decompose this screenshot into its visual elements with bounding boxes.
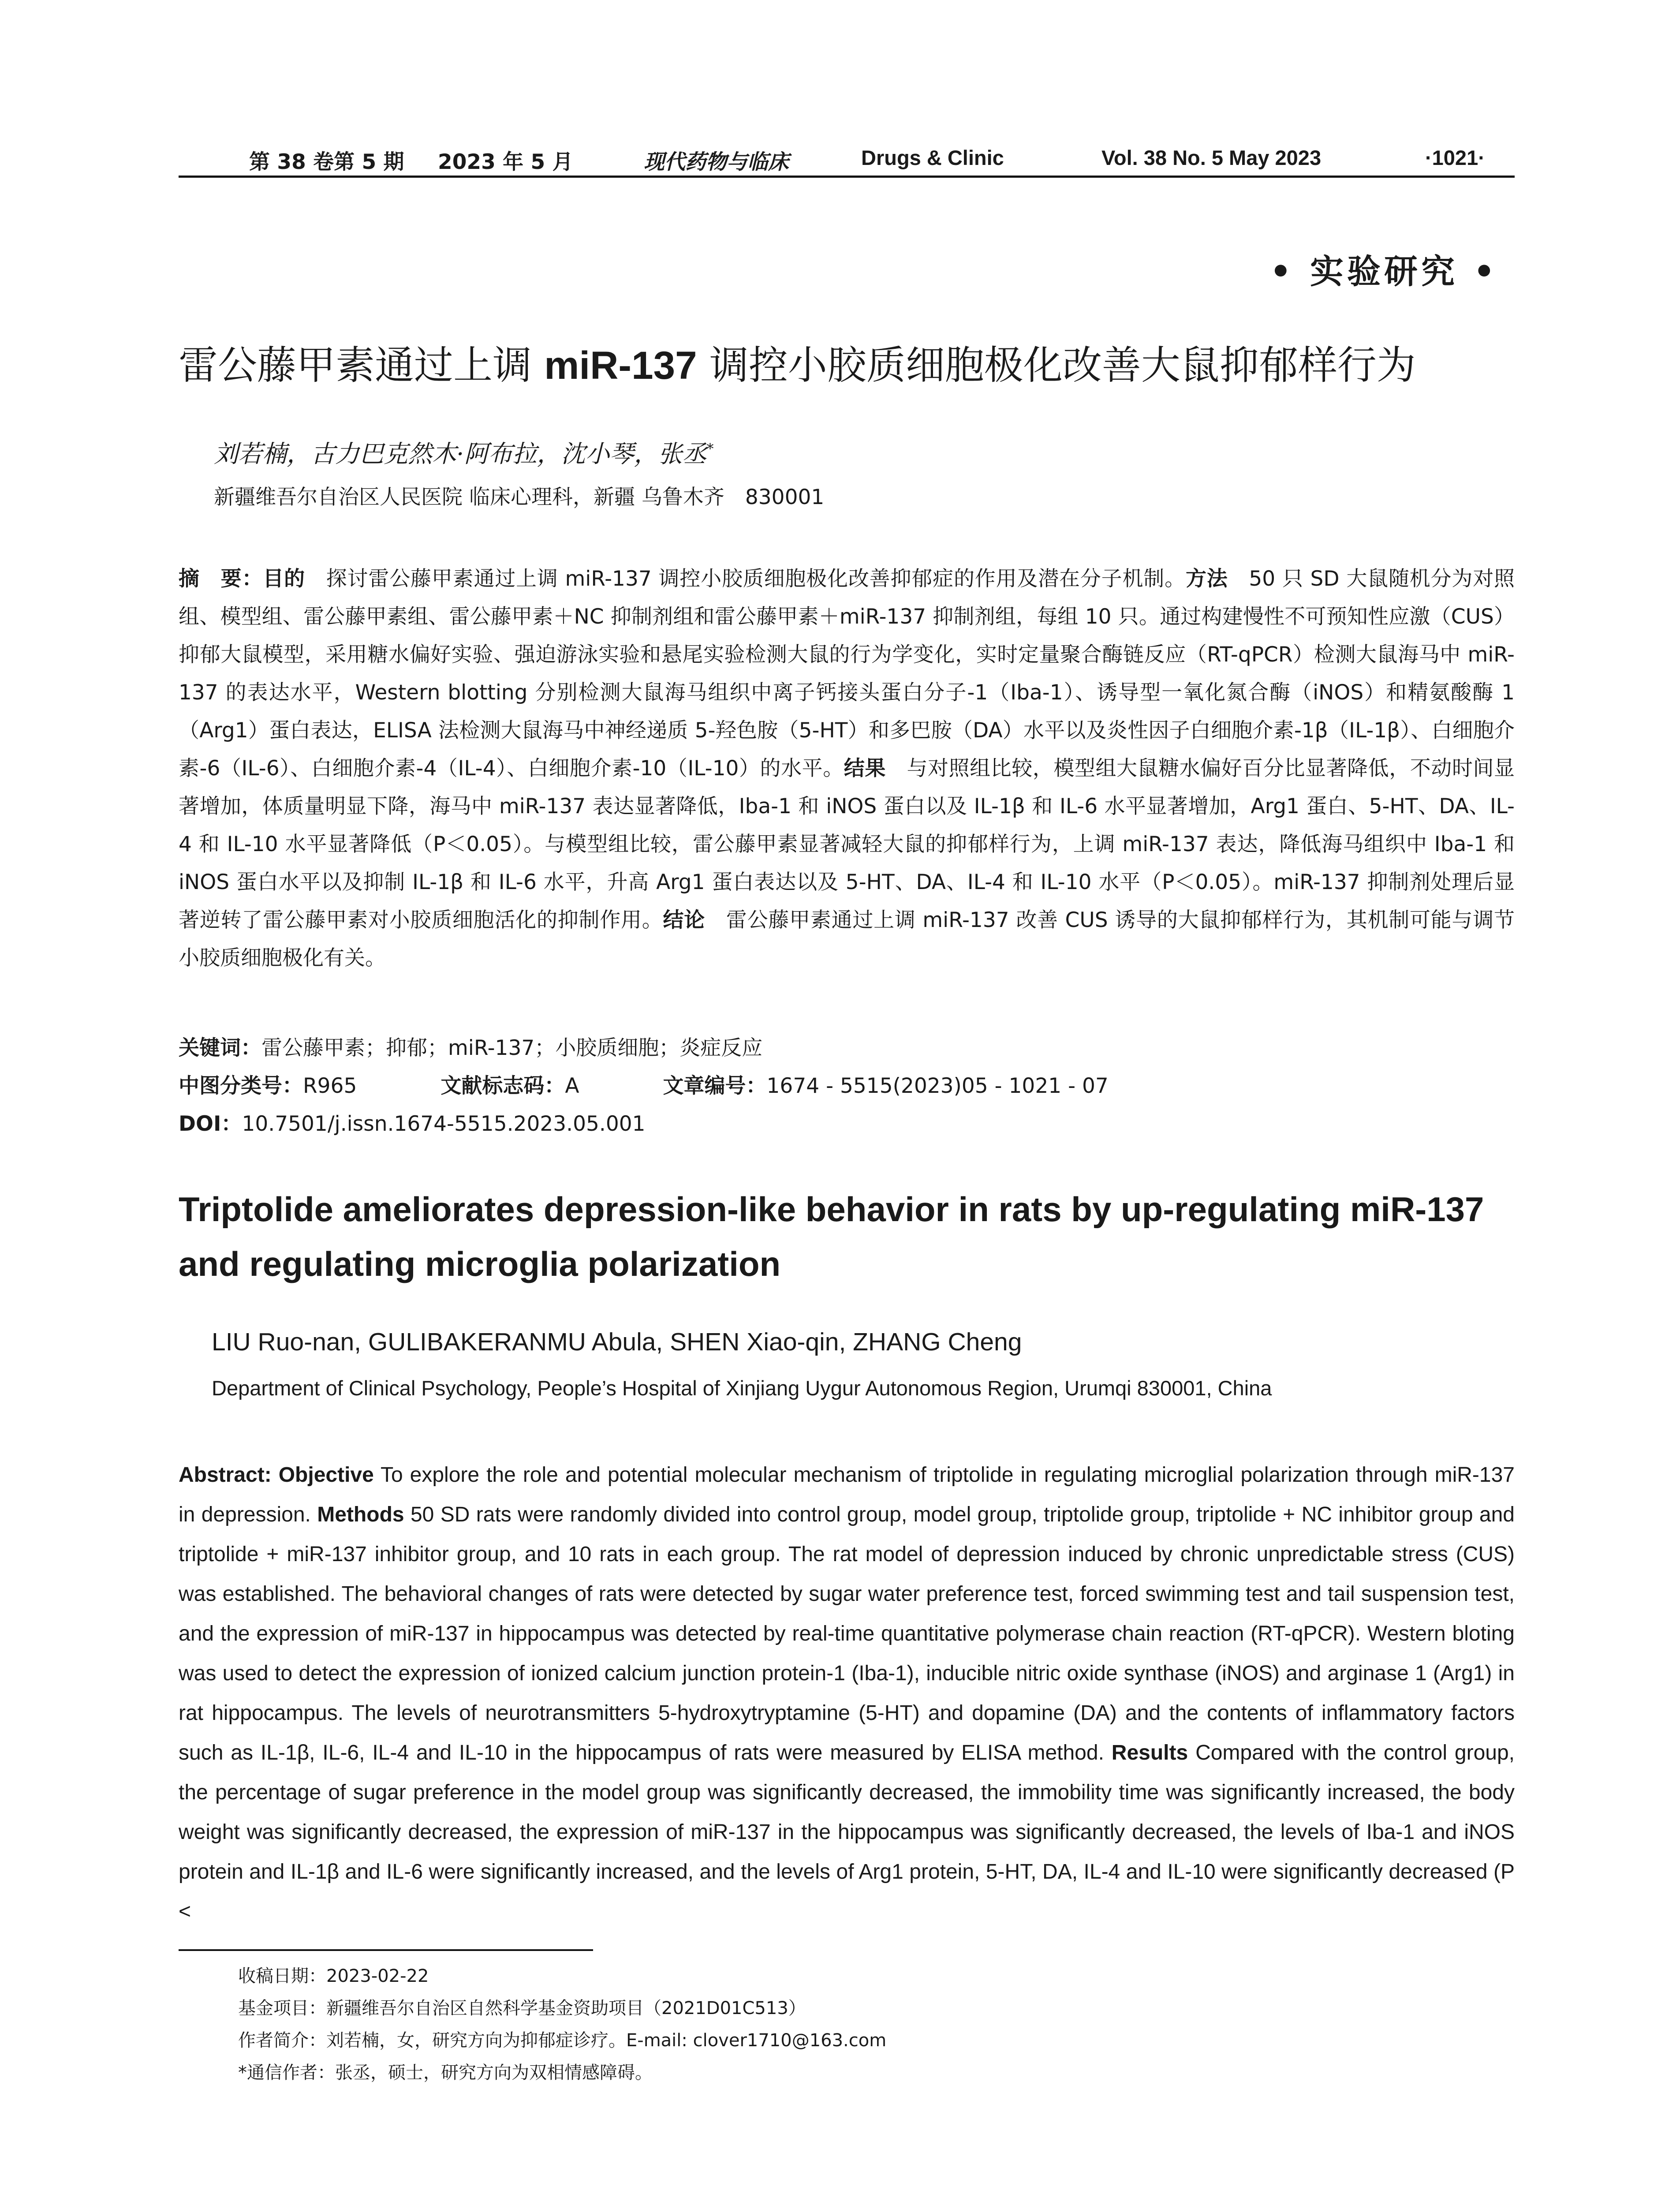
english-authors: LIU Ruo-nan, GULIBAKERANMU Abula, SHEN Xiao-qin, ZHANG Cheng <box>212 1328 1022 1356</box>
en-results-text: Compared with the control group, the percentage of sugar preference in the model group was significantly decreased, the immobility time was significantly increased, the body weight was significantly decreased, the expression of miR-137 in the hippocampus was significantly decreased, the levels of Iba-1 and iNOS protein and IL-1β and IL-6 were significantly increased, and the levels of Arg1 protein, 5-HT, DA, IL-4 and IL-10 were significantly decreased (P < <box>179 1741 1515 1923</box>
clc-label: 中图分类号： <box>179 1074 303 1098</box>
methods-label: 方法 <box>1185 567 1228 591</box>
conclusion-label: 结论 <box>663 908 706 932</box>
document-code-value: A <box>565 1074 579 1098</box>
date-cn: 2023 年 5 月 <box>438 150 573 174</box>
doi-value: 10.7501/j.issn.1674-5515.2023.05.001 <box>242 1112 646 1136</box>
corresponding-mark: * <box>706 440 714 457</box>
english-abstract <box>179 1455 1515 1932</box>
clc-value: R965 <box>303 1074 357 1098</box>
objective-label: 目的 <box>263 567 305 591</box>
classification-line <box>179 1067 1515 1105</box>
article-number-label: 文章编号： <box>663 1074 767 1098</box>
english-title: Triptolide ameliorates depression-like behavior in rats by up-regulating miR-137 and regulating microglia polarization <box>179 1190 1484 1283</box>
article-number-value: 1674 - 5515(2023)05 - 1021 - 07 <box>766 1074 1109 1098</box>
methods-text: 50 只 SD 大鼠随机分为对照组、模型组、雷公藤甲素组、雷公藤甲素＋NC 抑制剂组和雷公藤甲素＋miR-137 抑制剂组，每组 10 只。通过构建慢性不可预知性应激（CUS）抑郁大鼠模型，采用糖水偏好实验、强迫游泳实验和悬尾实验检测大鼠的行为学变化，实时定量聚合酶链反应（RT-qPCR）检测大鼠海马中 miR-137 的表达水平，Western blotting 分别检测大鼠海马组织中离子钙接头蛋白分子-1（Iba-1）、诱导型一氧化氮合酶（iNOS）和精氨酸酶 1（Arg1）蛋白表达，ELISA 法检测大鼠海马中神经递质 5-羟色胺（5-HT）和多巴胺（DA）水平以及炎性因子白细胞介素-1β（IL-1β）、白细胞介素-6（IL-6）、白细胞介素-4（IL-4）、白细胞介素-10（IL-10）的水平。 <box>179 567 1515 781</box>
en-objective-text: To explore the role and potential molecular mechanism of triptolide in regulating microglial polarization through miR-137 in depression. <box>179 1463 1515 1526</box>
funding: 基金项目：新疆维吾尔自治区自然科学基金资助项目（2021D01C513） <box>238 1998 806 2018</box>
section-label: • 实验研究 • <box>1270 252 1499 291</box>
conclusion-text: 雷公藤甲素通过上调 miR-137 改善 CUS 诱导的大鼠抑郁样行为，其机制可能与调节小胶质细胞极化有关。 <box>179 908 1515 970</box>
footnotes <box>238 1960 886 2089</box>
doi-line <box>179 1105 1515 1143</box>
footnote-divider <box>179 1949 593 1951</box>
doi-label: DOI： <box>179 1112 242 1136</box>
results-text: 与对照组比较，模型组大鼠糖水偏好百分比显著降低，不动时间显著增加，体质量明显下降，海马中 miR-137 表达显著降低，Iba-1 和 iNOS 蛋白以及 IL-1β 和 IL-6 水平显著增加，Arg1 蛋白、5-HT、DA、IL-4 和 IL-10 水平显著降低（P＜0.05）。与模型组比较，雷公藤甲素显著减轻大鼠的抑郁样行为，上调 miR-137 表达，降低海马组织中 Iba-1 和 iNOS 蛋白水平以及抑制 IL-1β 和 IL-6 水平，升高 Arg1 蛋白表达以及 5-HT、DA、IL-4 和 IL-10 水平（P＜0.05）。miR-137 抑制剂处理后显著逆转了雷公藤甲素对小胶质细胞活化的抑制作用。 <box>179 756 1515 932</box>
author-bio: 作者简介：刘若楠，女，研究方向为抑郁症诊疗。E-mail: clover1710@163.com <box>238 2030 887 2051</box>
chinese-title-part: 调控小胶质细胞极化改善大鼠抑郁样行为 <box>697 342 1416 388</box>
journal-name-cn: 现代药物与临床 <box>644 150 789 174</box>
running-header <box>179 139 1515 178</box>
en-methods-label: Methods <box>317 1503 404 1526</box>
document-code-label: 文献标志码： <box>441 1074 565 1098</box>
en-abstract-label: Abstract: <box>179 1463 272 1487</box>
chinese-affiliation: 新疆维吾尔自治区人民医院 临床心理科，新疆 乌鲁木齐 830001 <box>214 485 825 509</box>
en-methods-text: 50 SD rats were randomly divided into control group, model group, triptolide group, triptolide + NC inhibitor group and triptolide + miR-137 inhibitor group, and 10 rats in each group. The rat model of depression induced by chronic unpredictable stress (CUS) was established. The behavioral changes of rats were detected by sugar water preference test, forced swimming test and tail suspension test, and the expression of miR-137 in hippocampus was detected by real-time quantitative polymerase chain reaction (RT-qPCR). Western bloting was used to detect the expression of ionized calcium junction protein-1 (Iba-1), inducible nitric oxide synthase (iNOS) and arginase 1 (Arg1) in rat hippocampus. The levels of neurotransmitters 5-hydroxytryptamine (5-HT) and dopamine (DA) and the contents of inflammatory factors such as IL-1β, IL-6, IL-4 and IL-10 in the hippocampus of rats were measured by ELISA method. <box>179 1503 1515 1764</box>
page-number: ·1021· <box>1425 146 1485 169</box>
chinese-author-list: 刘若楠，古力巴克然木·阿布拉，沈小琴，张丞 <box>214 440 707 468</box>
en-objective-label: Objective <box>278 1463 374 1487</box>
chinese-title-mirna: miR-137 <box>544 343 697 387</box>
keywords-text: 雷公藤甲素；抑郁；miR-137；小胶质细胞；炎症反应 <box>261 1036 763 1060</box>
received-date: 收稿日期：2023-02-22 <box>238 1966 429 1986</box>
corresponding-author: *通信作者：张丞，硕士，研究方向为双相情感障碍。 <box>238 2063 653 2083</box>
objective-text: 探讨雷公藤甲素通过上调 miR-137 调控小胶质细胞极化改善抑郁症的作用及潜在分子机制。 <box>305 567 1186 591</box>
en-results-label: Results <box>1111 1741 1188 1764</box>
results-label: 结果 <box>844 756 886 781</box>
journal-name-en: Drugs & Clinic <box>861 146 1004 169</box>
keywords-label: 关键词： <box>179 1036 261 1060</box>
chinese-authors <box>214 434 713 469</box>
chinese-abstract <box>179 560 1515 977</box>
volume-issue-en: Vol. 38 No. 5 May 2023 <box>1101 146 1322 169</box>
chinese-title-part: 雷公藤甲素通过上调 <box>179 342 545 388</box>
chinese-title <box>179 334 1416 390</box>
abstract-label: 摘 要： <box>179 567 263 591</box>
chinese-keywords <box>179 1029 1515 1067</box>
english-affiliation: Department of Clinical Psychology, People’s Hospital of Xinjiang Uygur Autonomous Region, Urumqi 830001, China <box>212 1376 1272 1400</box>
volume-issue-cn: 第 38 卷第 5 期 <box>249 150 404 174</box>
